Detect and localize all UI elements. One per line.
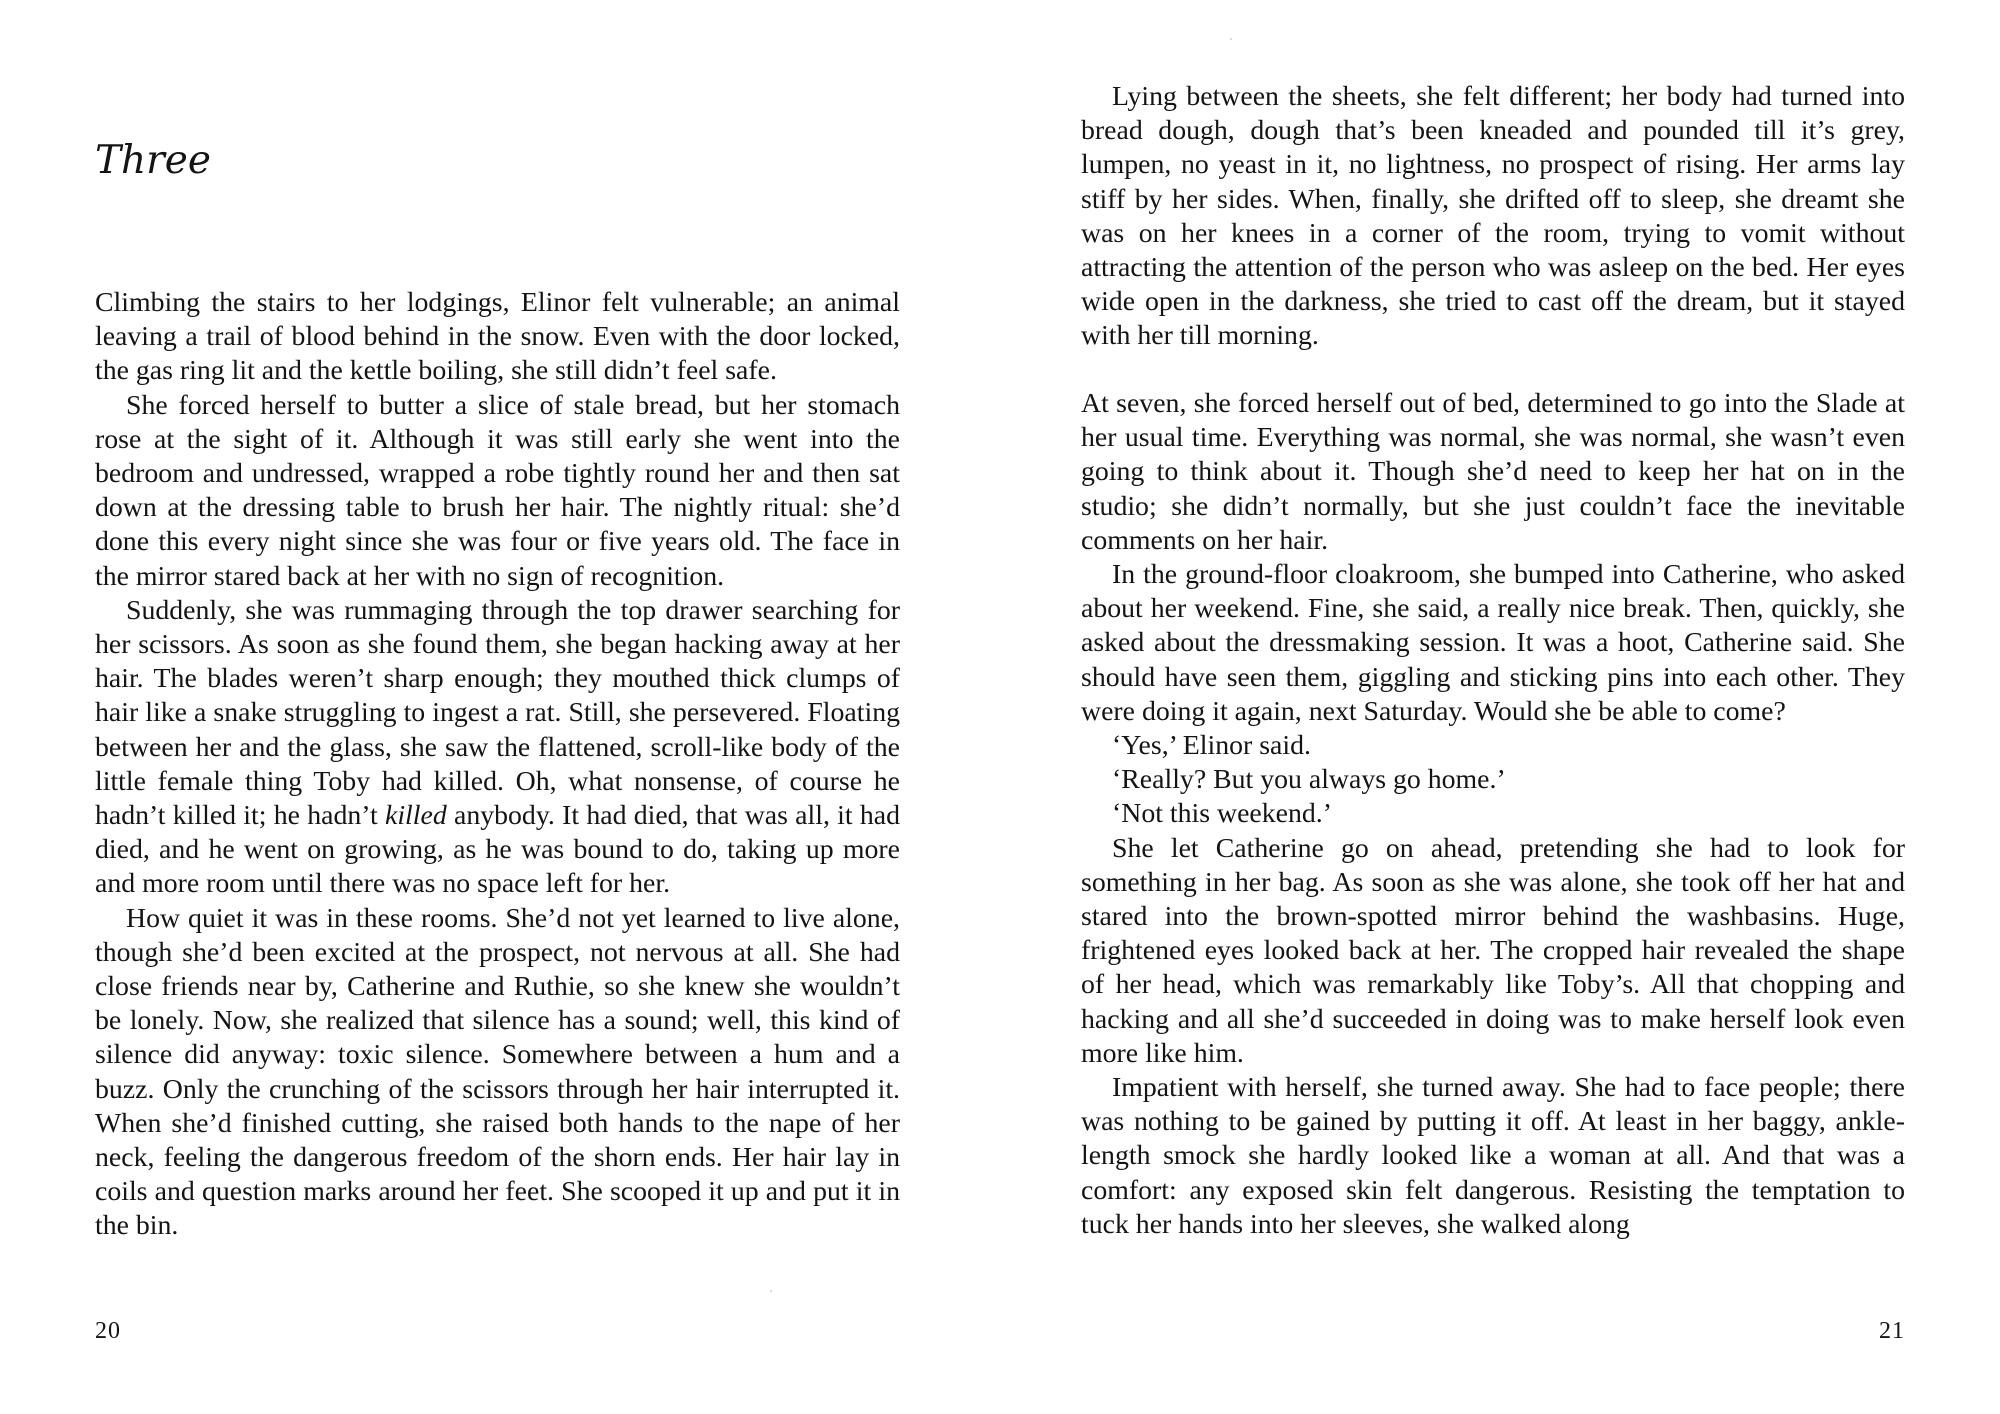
paragraph: Impatient with herself, she turned away. She had to face people; there was nothing to be gained by putting it off. At least in her baggy, ankle-length smock she hardly looked like a woman at all. And that was a comfort: any exposed skin felt dangerous. Resisting the temptation to tuck her hands into her sleeves, she walked along bbox=[1081, 1072, 1905, 1240]
paragraph: She forced herself to butter a slice of stale bread, but her stomach rose at the sight of it. Although it was still early she went into the bedroom and undressed, wrapped a robe tightly round her and then sat down at the dressing table to brush her hair. The nightly ritual: she’d done this every night since she was four or five years old. The face in the mirror stared back at her with no sign of recognition. bbox=[95, 389, 900, 592]
right-page-body-section-b bbox=[1081, 387, 1905, 1242]
page-number: 21 bbox=[1879, 1318, 1905, 1344]
dialogue-line: ‘Not this weekend.’ bbox=[1112, 798, 1332, 830]
left-page-body bbox=[95, 286, 900, 1244]
right-page-body-section-a bbox=[1081, 80, 1905, 354]
paragraph: How quiet it was in these rooms. She’d not yet learned to live alone, though she’d been excited at the prospect, not nervous at all. She had close friends near by, Catherine and Ruthie, so she knew she wouldn’t be lonely. Now, she realized that silence has a sound; well, this kind of silence did anyway: toxic silence. Somewhere between a hum and a buzz. Only the crunching of the scissors through her hair interrupted it. When she’d finished cutting, she raised both hands to the nape of her neck, feeling the dangerous freedom of the shorn ends. Her hair lay in coils and question marks around her feet. She scooped it up and put it in the bin. bbox=[95, 902, 900, 1242]
page-number: 20 bbox=[95, 1318, 121, 1344]
paragraph: She let Catherine go on ahead, pretending she had to look for something in her bag. As soon as she was alone, she took off her hat and stared into the brown-spotted mirror behind the washbasins. Huge, frightened eyes looked back at her. The cropped hair revealed the shape of her head, which was remarkably like Toby’s. All that chopping and hacking and all she’d succeeded in doing was to make herself look even more like him. bbox=[1081, 832, 1905, 1069]
paragraph bbox=[95, 594, 900, 902]
scan-speck bbox=[1230, 38, 1232, 40]
dialogue-line: ‘Really? But you always go home.’ bbox=[1112, 764, 1506, 796]
paragraph: At seven, she forced herself out of bed, determined to go into the Slade at her usual time. Everything was normal, she was normal, she wasn’t even going to think about it. Though she’d need to keep her hat on in the studio; she didn’t normally, but she just couldn’t face the inevitable comments on her hair. bbox=[1081, 388, 1905, 556]
paragraph-text: anybody. It had died, that was all, it had died, and he went on growing, as he was bound to do, taking up more and more room until there was no space left for her. bbox=[95, 800, 900, 900]
chapter-title: Three bbox=[95, 138, 211, 183]
paragraph: In the ground-floor cloakroom, she bumped into Catherine, who asked about her weekend. Fine, she said, a really nice break. Then, quickly, she asked about the dressmaking session. It was a hoot, Catherine said. She should have seen them, giggling and sticking pins into each other. They were doing it again, next Saturday. Would she be able to come? bbox=[1081, 559, 1905, 727]
right-page bbox=[1000, 0, 2000, 1414]
paragraph-text: Suddenly, she was rummaging through the top drawer searching for her scissors. As soon as she found them, she began hacking away at her hair. The blades weren’t sharp enough; they mouthed thick clumps of hair like a snake struggling to ingest a rat. Still, she persevered. Floating between her and the glass, she saw the flattened, scroll-like body of the little female thing Toby had killed. Oh, what nonsense, of course he hadn’t killed it; he hadn’t bbox=[95, 594, 900, 832]
paragraph: Lying between the sheets, she felt different; her body had turned into bread dough, dough that’s been kneaded and pounded till it’s grey, lumpen, no yeast in it, no lightness, no prospect of rising. Her arms lay stiff by her sides. When, finally, she drifted off to sleep, she dreamt she was on her knees in a corner of the room, trying to vomit without attracting the attention of the person who was asleep on the bed. Her eyes wide open in the darkness, she tried to cast off the dream, but it stayed with her till morning. bbox=[1081, 81, 1905, 352]
scan-speck bbox=[770, 1290, 772, 1292]
paragraph: Climbing the stairs to her lodgings, Elinor felt vulnerable; an animal leaving a trail of blood behind in the snow. Even with the door locked, the gas ring lit and the kettle boiling, she still didn’t feel safe. bbox=[95, 287, 900, 387]
dialogue-line: ‘Yes,’ Elinor said. bbox=[1112, 730, 1311, 762]
italic-emphasis: killed bbox=[384, 800, 447, 832]
